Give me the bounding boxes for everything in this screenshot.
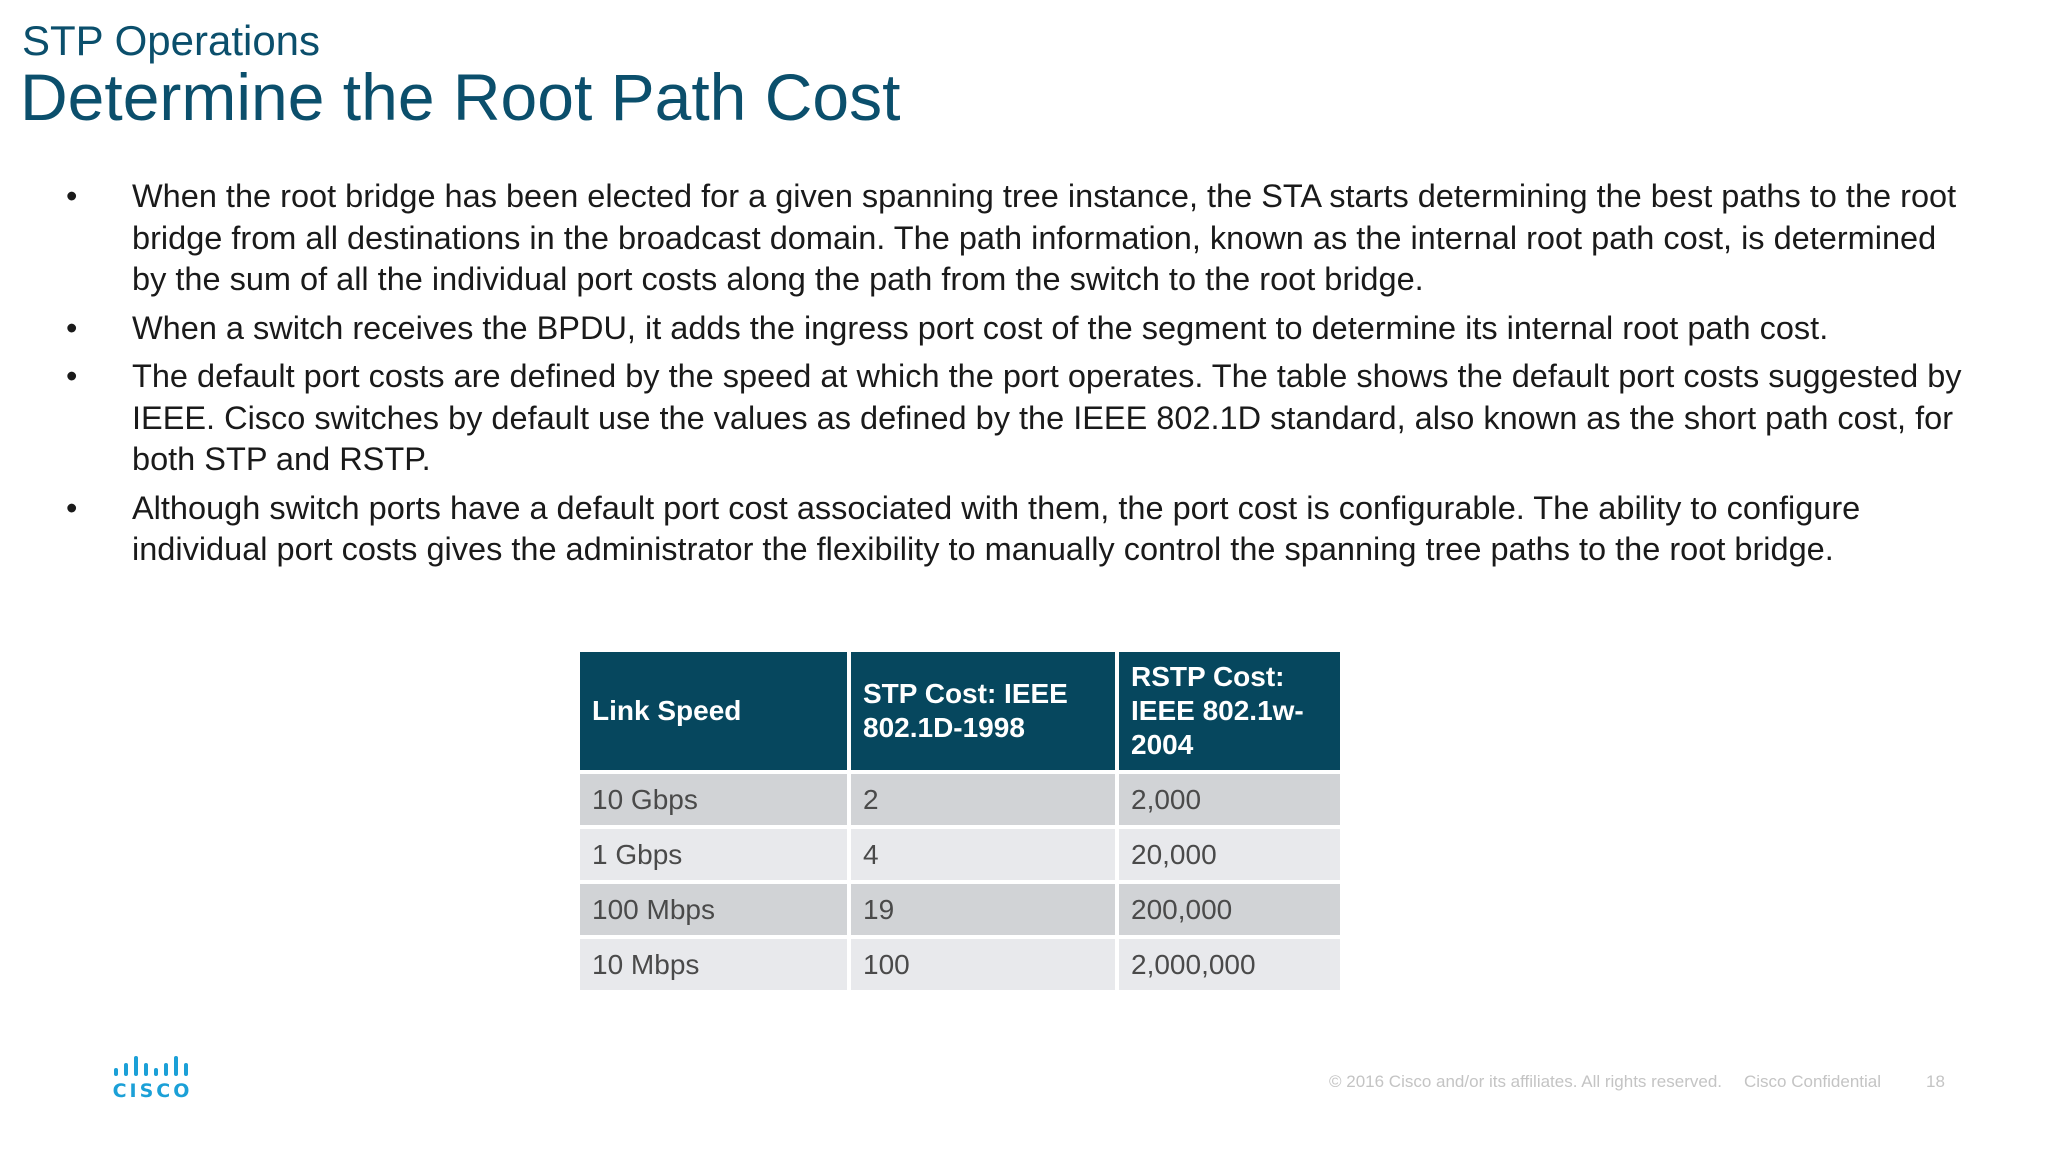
header-link-speed: Link Speed [580, 652, 847, 770]
cell-rstp-cost: 2,000 [1119, 774, 1340, 825]
header-stp-cost: STP Cost: IEEE 802.1D-1998 [851, 652, 1115, 770]
bullet-text: When a switch receives the BPDU, it adds the ingress port cost of the segment to determine its internal root path cost. [132, 309, 1829, 346]
bullet-dot: • [66, 309, 78, 346]
footer-copyright: © 2016 Cisco and/or its affiliates. All rights reserved. [1329, 1072, 1723, 1091]
cell-stp-cost: 2 [851, 774, 1115, 825]
bullet-dot: • [66, 489, 78, 526]
bullet-item [62, 488, 1962, 571]
cell-stp-cost: 100 [851, 939, 1115, 990]
page-number: 18 [1926, 1072, 1945, 1091]
page-title: Determine the Root Path Cost [20, 60, 901, 134]
bullet-dot: • [66, 178, 78, 214]
table-row [580, 939, 1340, 990]
cell-link-speed: 100 Mbps [580, 884, 847, 935]
bullet-text: When the root bridge has been elected for a given spanning tree instance, the STA starts determining the best paths to the root bridge from all destinations in the broadcast domain. The path information, known as the internal root path cost, is determined by the sum of all the individual port costs along the path from the switch to the root bridge. [132, 178, 1957, 297]
cisco-bars-icon [112, 1054, 194, 1080]
cell-link-speed: 10 Mbps [580, 939, 847, 990]
cell-stp-cost: 4 [851, 829, 1115, 880]
cisco-wordmark: CISCO [112, 1080, 193, 1102]
section-subtitle: STP Operations [22, 17, 321, 64]
bullet-text: Although switch ports have a default port cost associated with them, the port cost is configurable. The ability to configure individual port costs gives the administrator the flexibility to manually control the spanning tree paths to the root bridge. [132, 489, 1861, 567]
bullet-dot: • [66, 358, 78, 394]
bullet-item [62, 176, 1962, 301]
cell-stp-cost: 19 [851, 884, 1115, 935]
table-row [580, 884, 1340, 935]
cell-rstp-cost: 20,000 [1119, 829, 1340, 880]
cisco-logo [110, 1054, 195, 1101]
footer-confidential: Cisco Confidential [1744, 1072, 1882, 1091]
cell-rstp-cost: 200,000 [1119, 884, 1340, 935]
table-row [580, 774, 1340, 825]
cell-link-speed: 10 Gbps [580, 774, 847, 825]
port-cost-table [576, 648, 1344, 994]
cell-link-speed: 1 Gbps [580, 829, 847, 880]
bullet-text: The default port costs are defined by the speed at which the port operates. The table shows the default port costs suggested by IEEE. Cisco switches by default use the values as defined by the IEEE 802.1D standard, also known as the short path cost, for both STP and RSTP. [132, 358, 1962, 477]
table-header-row [580, 652, 1340, 770]
bullet-item [62, 356, 1962, 481]
bullet-list [62, 176, 1962, 578]
header-rstp-cost: RSTP Cost: IEEE 802.1w-2004 [1119, 652, 1340, 770]
cell-rstp-cost: 2,000,000 [1119, 939, 1340, 990]
bullet-item [62, 308, 1962, 350]
table-row [580, 829, 1340, 880]
